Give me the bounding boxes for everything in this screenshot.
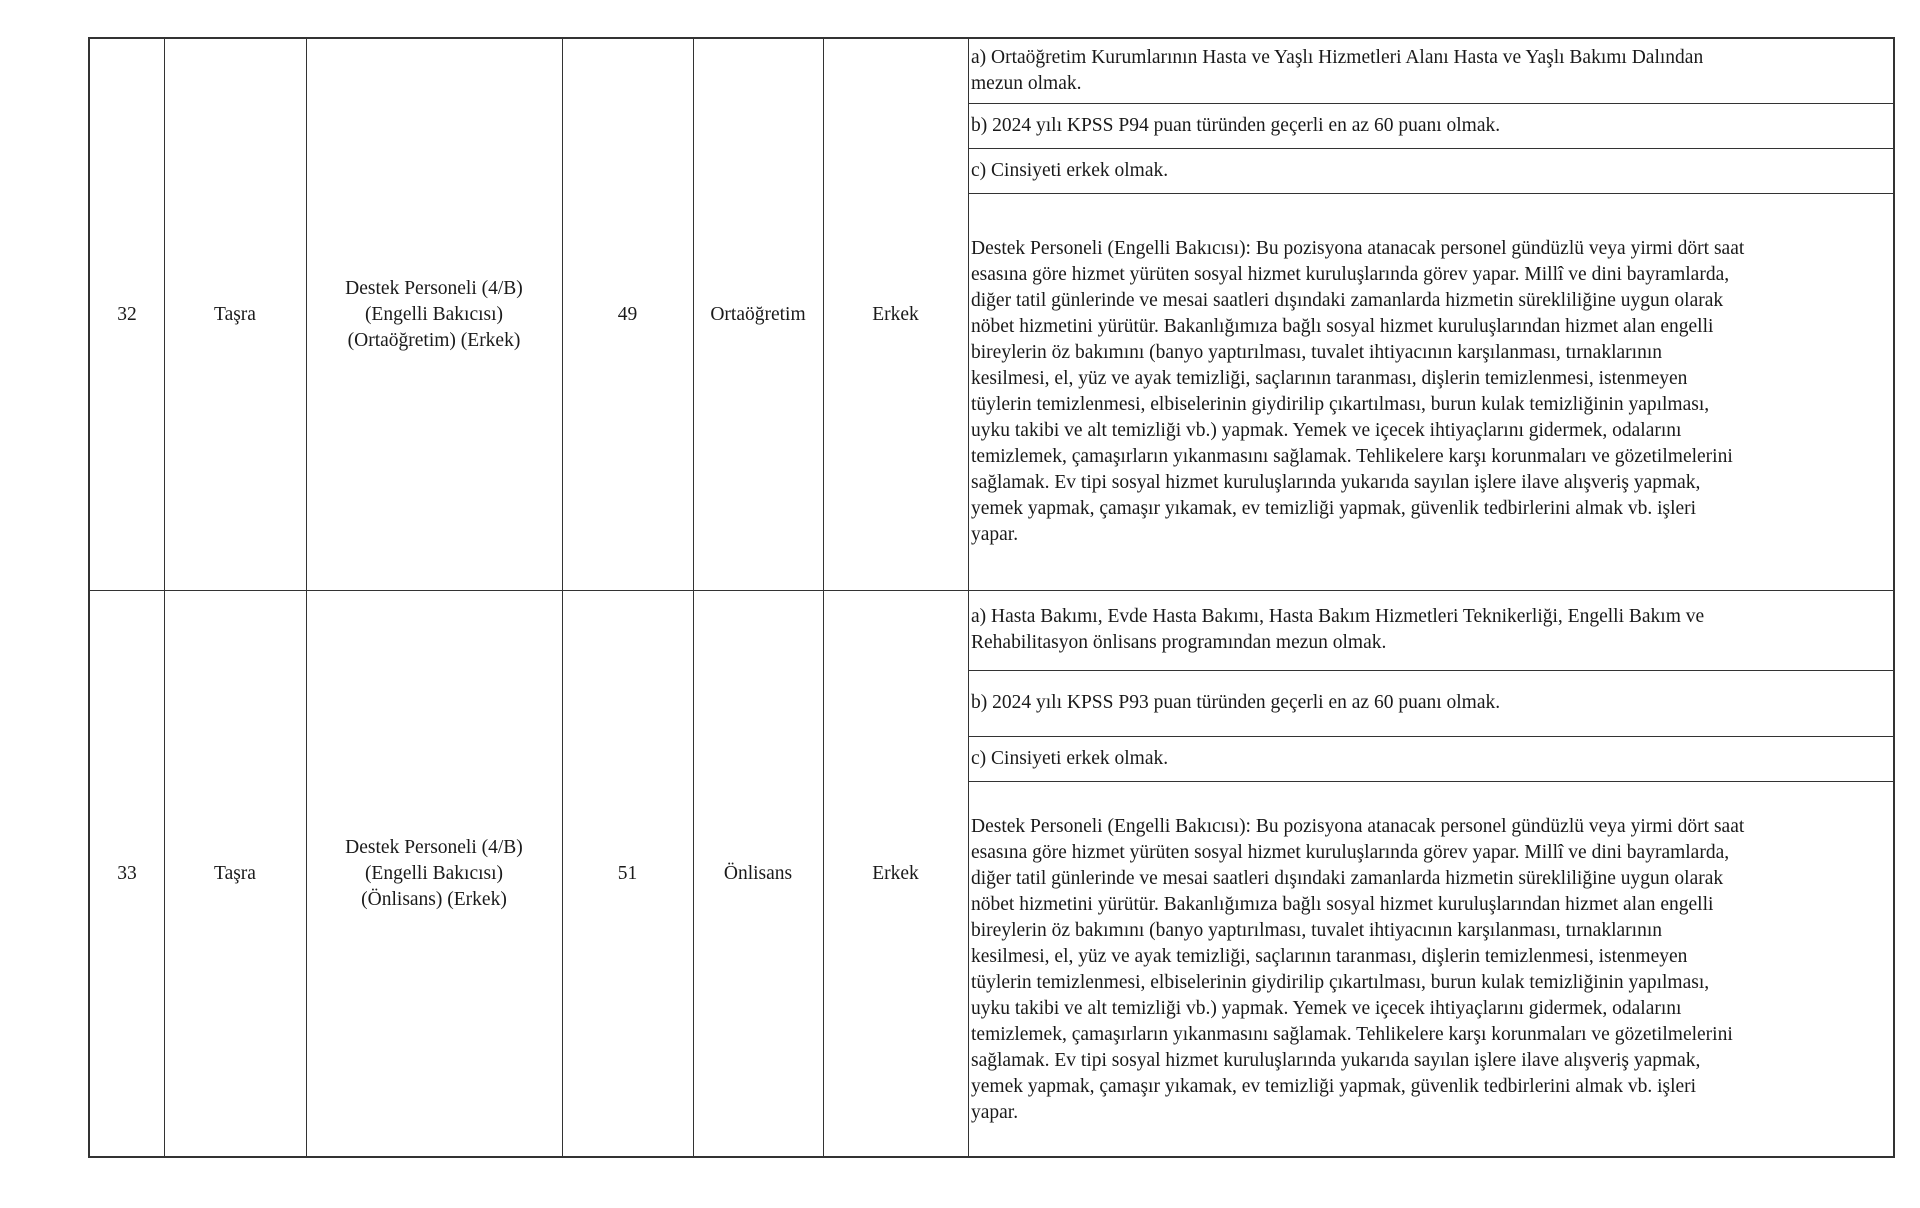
position-title: Destek Personeli (4/B) (Engelli Bakıcısı) (Önlisans) (Erkek) <box>345 837 523 910</box>
requirement-c: c) Cinsiyeti erkek olmak. <box>971 747 1169 769</box>
gender: Erkek <box>872 863 919 884</box>
location: Taşra <box>214 863 256 884</box>
position-count: 49 <box>617 303 638 325</box>
row-number: 33 <box>117 863 137 884</box>
requirement-a: a) Ortaöğretim Kurumlarının Hasta ve Yaşlı Hizmetleri Alanı Hasta ve Yaşlı Bakımı Dalından mezun olmak. <box>971 47 1704 94</box>
location: Taşra <box>214 303 256 325</box>
position-title: Destek Personeli (4/B) (Engelli Bakıcısı) (Ortaöğretim) (Erkek) <box>345 277 523 351</box>
job-description: Destek Personeli (Engelli Bakıcısı): Bu pozisyona atanacak personel gündüzlü veya yirmi dört saat esasına göre hizmet yürüten sosyal hizmet kuruluşlarında görev yapar. Millî ve dini bayramlarda, diğer tatil günlerinde ve mesai saatleri dışındaki zamanlarda hizmetin sürekliliğine uygun olarak nöbet hizmetini yürütür. Bakanlığımıza bağlı sosyal hizmet kuruluşlarından hizmet alan engelli bireylerin öz bakımını (banyo yaptırılması, tuvalet ihtiyacının karşılanması, tırnaklarının kesilmesi, el, yüz ve ayak temizliği, saçlarının taranması, dişlerin temizlenmesi, istenmeyen tüylerin temizlenmesi, elbiselerinin giydirilip çıkartılması, burun kulak temizliğinin yapılması, uyku takibi ve alt temizliği vb.) yapmak. Yemek ve içecek ihtiyaçlarını gidermek, odalarını temizlemek, çamaşırların yıkanmasını sağlamak. Tehlikelere karşı korunmaları ve gözetilmelerini sağlamak. Ev tipi sosyal hizmet kuruluşlarında yukarıda sayılan işlere ilave alışveriş yapmak, yemek yapmak, çamaşır yıkamak, ev temizliği yapmak, güvenlik tedbirlerini almak vb. işleri yapar. <box>971 815 1745 1123</box>
education-level: Önlisans <box>723 863 793 884</box>
row-number: 32 <box>117 303 137 325</box>
column-divider <box>968 39 969 1156</box>
requirement-a: a) Hasta Bakımı, Evde Hasta Bakımı, Hasta Bakım Hizmetleri Teknikerliği, Engelli Bakım ve Rehabilitasyon önlisans programından mezun olmak. <box>971 606 1705 653</box>
requirement-c: c) Cinsiyeti erkek olmak. <box>971 159 1169 181</box>
requirement-b: b) 2024 yılı KPSS P93 puan türünden geçerli en az 60 puanı olmak. <box>971 692 1501 713</box>
position-count: 51 <box>617 863 638 884</box>
positions-table <box>88 37 1895 1158</box>
education-level: Ortaöğretim <box>710 303 806 325</box>
gender: Erkek <box>872 303 919 325</box>
job-description: Destek Personeli (Engelli Bakıcısı): Bu pozisyona atanacak personel gündüzlü veya yirmi dört saat esasına göre hizmet yürüten sosyal hizmet kuruluşlarında görev yapar. Millî ve dini bayramlarda, diğer tatil günlerinde ve mesai saatleri dışındaki zamanlarda hizmetin sürekliliğine uygun olarak nöbet hizmetini yürütür. Bakanlığımıza bağlı sosyal hizmet kuruluşlarından hizmet alan engelli bireylerin öz bakımını (banyo yaptırılması, tuvalet ihtiyacının karşılanması, tırnaklarının kesilmesi, el, yüz ve ayak temizliği, saçlarının taranması, dişlerin temizlenmesi, istenmeyen tüylerin temizlenmesi, elbiselerinin giydirilip çıkartılması, burun kulak temizliğinin yapılması, uyku takibi ve alt temizliği vb.) yapmak. Yemek ve içecek ihtiyaçlarını gidermek, odalarını temizlemek, çamaşırların yıkanmasını sağlamak. Tehlikelere karşı korunmaları ve gözetilmelerini sağlamak. Ev tipi sosyal hizmet kuruluşlarında yukarıda sayılan işlere ilave alışveriş yapmak, yemek yapmak, çamaşır yıkamak, ev temizliği yapmak, güvenlik tedbirlerini almak vb. işleri yapar. <box>971 237 1745 545</box>
requirement-b: b) 2024 yılı KPSS P94 puan türünden geçerli en az 60 puanı olmak. <box>971 114 1501 136</box>
